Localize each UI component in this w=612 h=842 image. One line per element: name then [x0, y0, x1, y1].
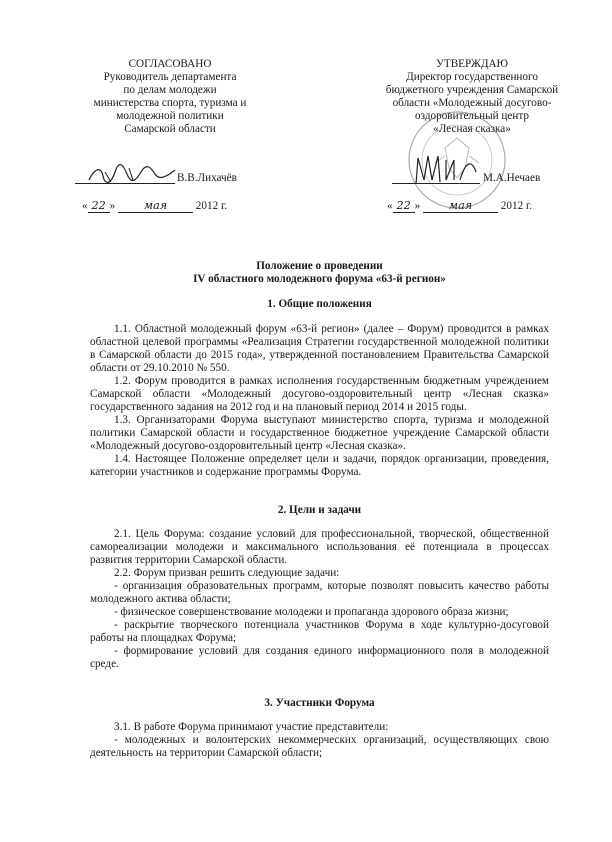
paragraph: 1.2. Форум проводится в рамках исполнения государственным бюджетным учреждением Самарской области «Молодежный досугово-оздоровительный центр «Лесная сказка» государственного задания на 2012 год и на плановый период 2014 и 2015 годы.: [90, 375, 549, 413]
date-day: 22: [393, 199, 415, 213]
section-heading: 1. Общие положения: [267, 298, 372, 310]
document-title: [90, 260, 549, 286]
date-day: 22: [88, 199, 110, 213]
approval-line: Руководитель департамента: [103, 71, 237, 83]
approval-block-left: [60, 58, 280, 136]
title-line: Положение о проведении: [256, 260, 383, 272]
paragraph: 2.2. Форум призван решить следующие задачи:: [114, 567, 340, 579]
signer-name-left: В.В.Лихачёв: [177, 172, 237, 184]
signer-name-right: М.А.Нечаев: [483, 172, 541, 184]
paragraph: 1.1. Областной молодежный форум «63-й регион» (далее – Форум) проводится в рамках областной целевой программы «Реализация Стратегии государственной молодежной политики в Самарской области до 2015 года», утвержденной постановлением Правительства Самарской области от 29.10.2010 № 550.: [90, 323, 549, 374]
approval-line: оздоровительный центр: [415, 110, 529, 122]
title-line: IV областного молодежного форума «63-й регион»: [193, 273, 446, 285]
approval-line: бюджетного учреждения Самарской: [385, 84, 559, 96]
approval-date-left: « 22 » мая 2012 г.: [82, 199, 228, 212]
date-month: мая: [118, 199, 193, 213]
signature-right: [410, 150, 480, 190]
approval-date-right: « 22 » мая 2012 г.: [387, 199, 533, 212]
section-heading: 3. Участники Форума: [264, 697, 375, 709]
approval-line: Самарской области: [124, 123, 216, 135]
approval-line: Директор государственного: [406, 71, 538, 83]
approval-title: УТВЕРЖДАЮ: [435, 58, 509, 70]
approval-line: «Лесная сказка»: [433, 123, 511, 135]
paragraph: 3.1. В работе Форума принимают участие представители:: [114, 721, 389, 733]
list-item: - физическое совершенствование молодежи и пропаганда здорового образа жизни;: [114, 606, 509, 618]
date-year: 2012 г.: [195, 200, 228, 212]
approval-line: по делам молодежи: [123, 84, 217, 96]
list-item: - раскрытие творческого потенциала участников Форума в ходе культурно-досуговой работы на площадках Форума;: [90, 619, 549, 644]
paragraph: 1.3. Организаторами Форума выступают министерство спорта, туризма и молодежной политики Самарской области и государственное бюджетное учреждение Самарской области «Молодежный досугово-оздоровительный центр «Лесная сказка».: [90, 414, 549, 452]
approval-line: министерства спорта, туризма и: [93, 97, 247, 109]
list-item: - молодежных и волонтерских некоммерческих организаций, осуществляющих свою деятельность на территории Самарской области;: [90, 734, 549, 759]
approval-line: молодежной политики: [116, 110, 224, 122]
date-month: мая: [423, 199, 498, 213]
paragraph: 2.1. Цель Форума: создание условий для профессиональной, творческой, общественной самореализации молодежи и максимального использования её потенциала в процессах развития территории Самарской области.: [90, 528, 549, 566]
signature-line-right: [392, 183, 480, 184]
list-item: - организация образовательных программ, которые позволят повысить качество работы молодежного актива области;: [90, 580, 549, 605]
date-year: 2012 г.: [500, 200, 533, 212]
paragraph: 1.4. Настоящее Положение определяет цели и задачи, порядок организации, проведения, категории участников и содержание программы Форума.: [90, 453, 549, 478]
approval-title: СОГЛАСОВАНО: [128, 58, 212, 70]
list-item: - формирование условий для создания единого информационного поля в молодежной среде.: [90, 645, 549, 670]
signature-line-left: [75, 183, 175, 184]
approval-line: области «Молодежный досугово-: [392, 97, 552, 109]
section-heading: 2. Цели и задачи: [277, 504, 362, 516]
